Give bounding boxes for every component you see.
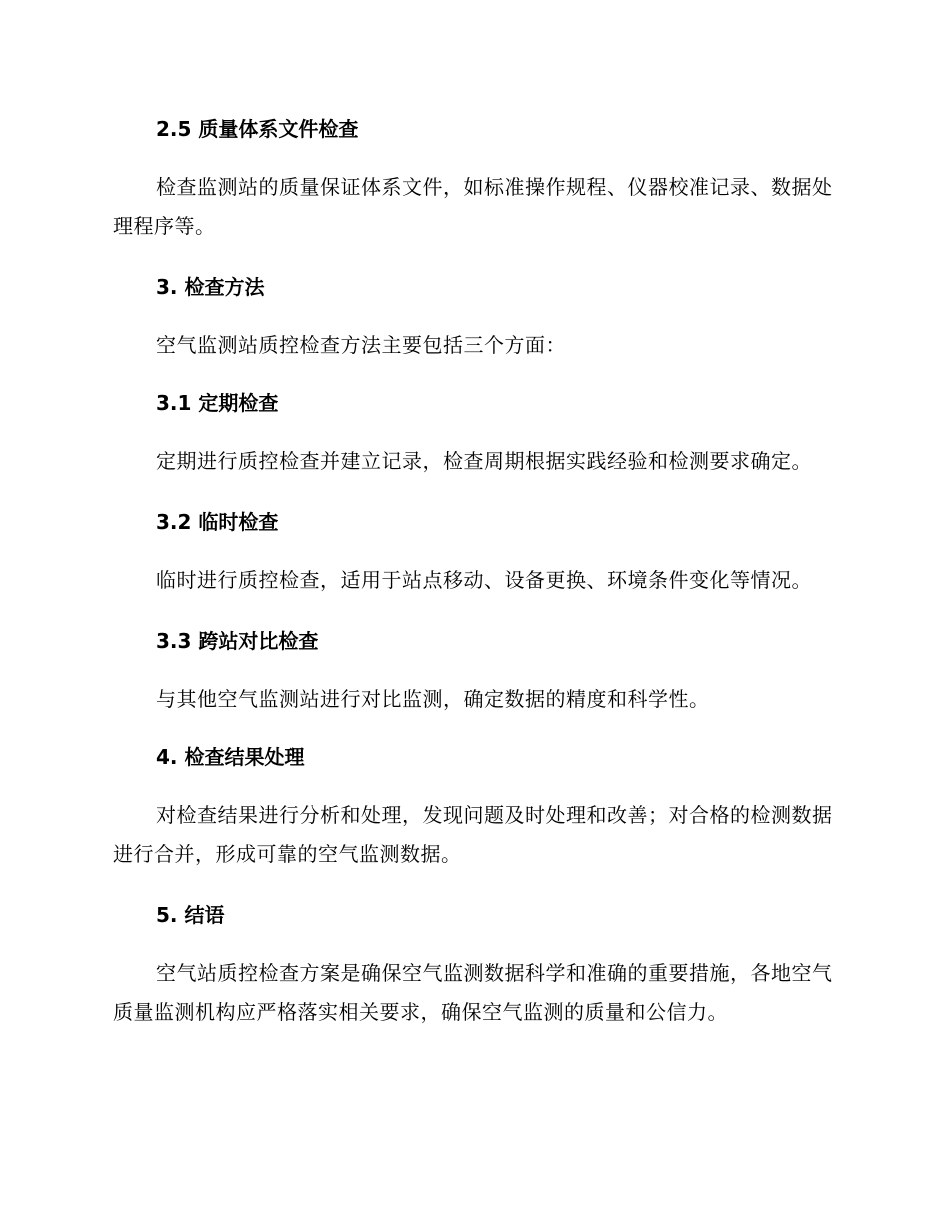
document-body (113, 108, 833, 1052)
section-heading-5: 5. 结语 (156, 903, 225, 927)
section-heading-2-5: 2.5 质量体系文件检查 (156, 117, 359, 141)
section-heading-3: 3. 检查方法 (156, 275, 265, 299)
paragraph-methods-intro: 空气监测站质控检查方法主要包括三个方面： (156, 333, 566, 357)
section-heading-3-2: 3.2 临时检查 (156, 510, 279, 534)
section-heading-3-1: 3.1 定期检查 (156, 391, 279, 415)
paragraph-periodic-check: 定期进行质控检查并建立记录，检查周期根据实践经验和检测要求确定。 (156, 449, 812, 473)
paragraph-result-handling: 对检查结果进行分析和处理，发现问题及时处理和改善；对合格的检测数据进行合并，形成可靠的空气监测数据。 (113, 803, 833, 866)
paragraph-conclusion: 空气站质控检查方案是确保空气监测数据科学和准确的重要措施，各地空气质量监测机构应严格落实相关要求，确保空气监测的质量和公信力。 (113, 961, 833, 1024)
section-heading-4: 4. 检查结果处理 (156, 745, 305, 769)
paragraph-temporary-check: 临时进行质控检查，适用于站点移动、设备更换、环境条件变化等情况。 (156, 568, 812, 592)
paragraph-cross-station-check: 与其他空气监测站进行对比监测，确定数据的精度和科学性。 (156, 687, 710, 711)
paragraph-quality-docs: 检查监测站的质量保证体系文件，如标准操作规程、仪器校准记录、数据处理程序等。 (113, 175, 833, 238)
section-heading-3-3: 3.3 跨站对比检查 (156, 629, 319, 653)
